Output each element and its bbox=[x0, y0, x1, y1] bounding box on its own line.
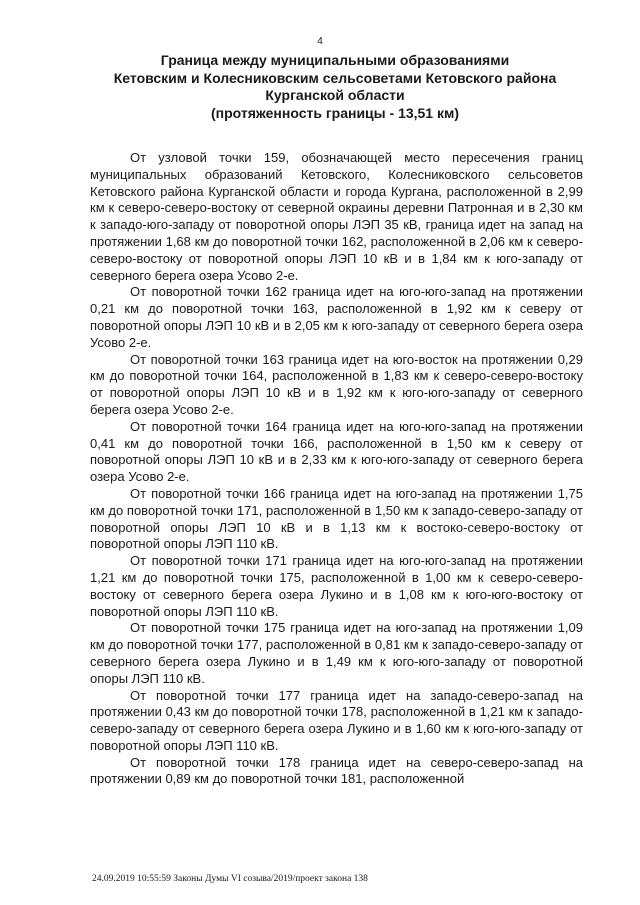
paragraph: От узловой точки 159, обозначающей место пересечения границ муниципальных образований Кетовского, Колесниковского сельсоветов Кетовского района Курганской области и города Кургана, расположенной в 2,99 км к северо-северо-востоку от северной окраины деревни Патронная и в 2,30 км к западо-юго-западу от поворотной опоры ЛЭП 35 кВ, граница идет на запад на протяжении 1,68 км до поворотной точки 162, расположенной в 2,06 км к северо-северо-востоку от поворотной опоры ЛЭП 10 кВ и в 1,84 км к юго-западу от северного берега озера Усово 2-е. bbox=[90, 150, 583, 283]
page-number: 4 bbox=[317, 36, 323, 47]
paragraph: От поворотной точки 166 граница идет на юго-запад на протяжении 1,75 км до поворотной точки 171, расположенной в 1,50 км к западо-северо-западу от поворотной опоры ЛЭП 10 кВ и в 1,13 км к востоко-северо-востоку от поворотной опоры ЛЭП 110 кВ. bbox=[90, 485, 583, 552]
paragraph: От поворотной точки 177 граница идет на западо-северо-запад на протяжении 0,43 км до поворотной точки 178, расположенной в 1,21 км к западо-северо-западу от северного берега озера Лукино и в 1,60 км к юго-юго-западу от поворотной опоры ЛЭП 110 кВ. bbox=[90, 687, 583, 753]
paragraph: От поворотной точки 175 граница идет на юго-запад на протяжении 1,09 км до поворотной точки 177, расположенной в 0,81 км к западо-северо-западу от северного берега озера Лукино и в 1,49 км к юго-юго-западу от поворотной опоры ЛЭП 110 кВ. bbox=[90, 620, 583, 686]
title-line: Граница между муниципальными образованиями bbox=[160, 52, 510, 68]
document-title bbox=[90, 52, 580, 122]
paragraph: От поворотной точки 178 граница идет на северо-северо-запад на протяжении 0,89 км до поворотной точки 181, расположенной bbox=[90, 754, 583, 787]
paragraph: От поворотной точки 164 граница идет на юго-юго-запад на протяжении 0,41 км до поворотной точки 166, расположенной в 1,50 км к северу от поворотной опоры ЛЭП 10 кВ и в 2,33 км к юго-юго-западу от северного берега озера Усово 2-е. bbox=[90, 418, 583, 485]
title-line: (протяженность границы - 13,51 км) bbox=[210, 104, 460, 121]
title-line: Курганской области bbox=[265, 87, 405, 103]
footer-stamp: 24.09.2019 10:55:59 Законы Думы VI созыва/2019/проект закона 138 bbox=[92, 874, 368, 884]
paragraph: От поворотной точки 162 граница идет на юго-юго-запад на протяжении 0,21 км до поворотной точки 163, расположенной в 1,92 км к северу от поворотной опоры ЛЭП 10 кВ и в 2,05 км к юго-западу от северного берега озера Усово 2-е. bbox=[90, 284, 583, 350]
document-body bbox=[90, 150, 583, 788]
paragraph: От поворотной точки 171 граница идет на юго-юго-запад на протяжении 1,21 км до поворотной точки 175, расположенной в 1,00 км к северо-северо-востоку от северного берега озера Лукино и в 1,08 км к юго-юго-востоку от поворотной опоры ЛЭП 110 кВ. bbox=[90, 553, 583, 619]
paragraph: От поворотной точки 163 граница идет на юго-восток на протяжении 0,29 км до поворотной точки 164, расположенной в 1,83 км к северо-северо-востоку от поворотной опоры ЛЭП 10 кВ и в 1,92 км к юго-юго-западу от северного берега озера Усово 2-е. bbox=[90, 351, 583, 417]
title-line: Кетовским и Колесниковским сельсоветами Кетовского района bbox=[113, 69, 557, 86]
